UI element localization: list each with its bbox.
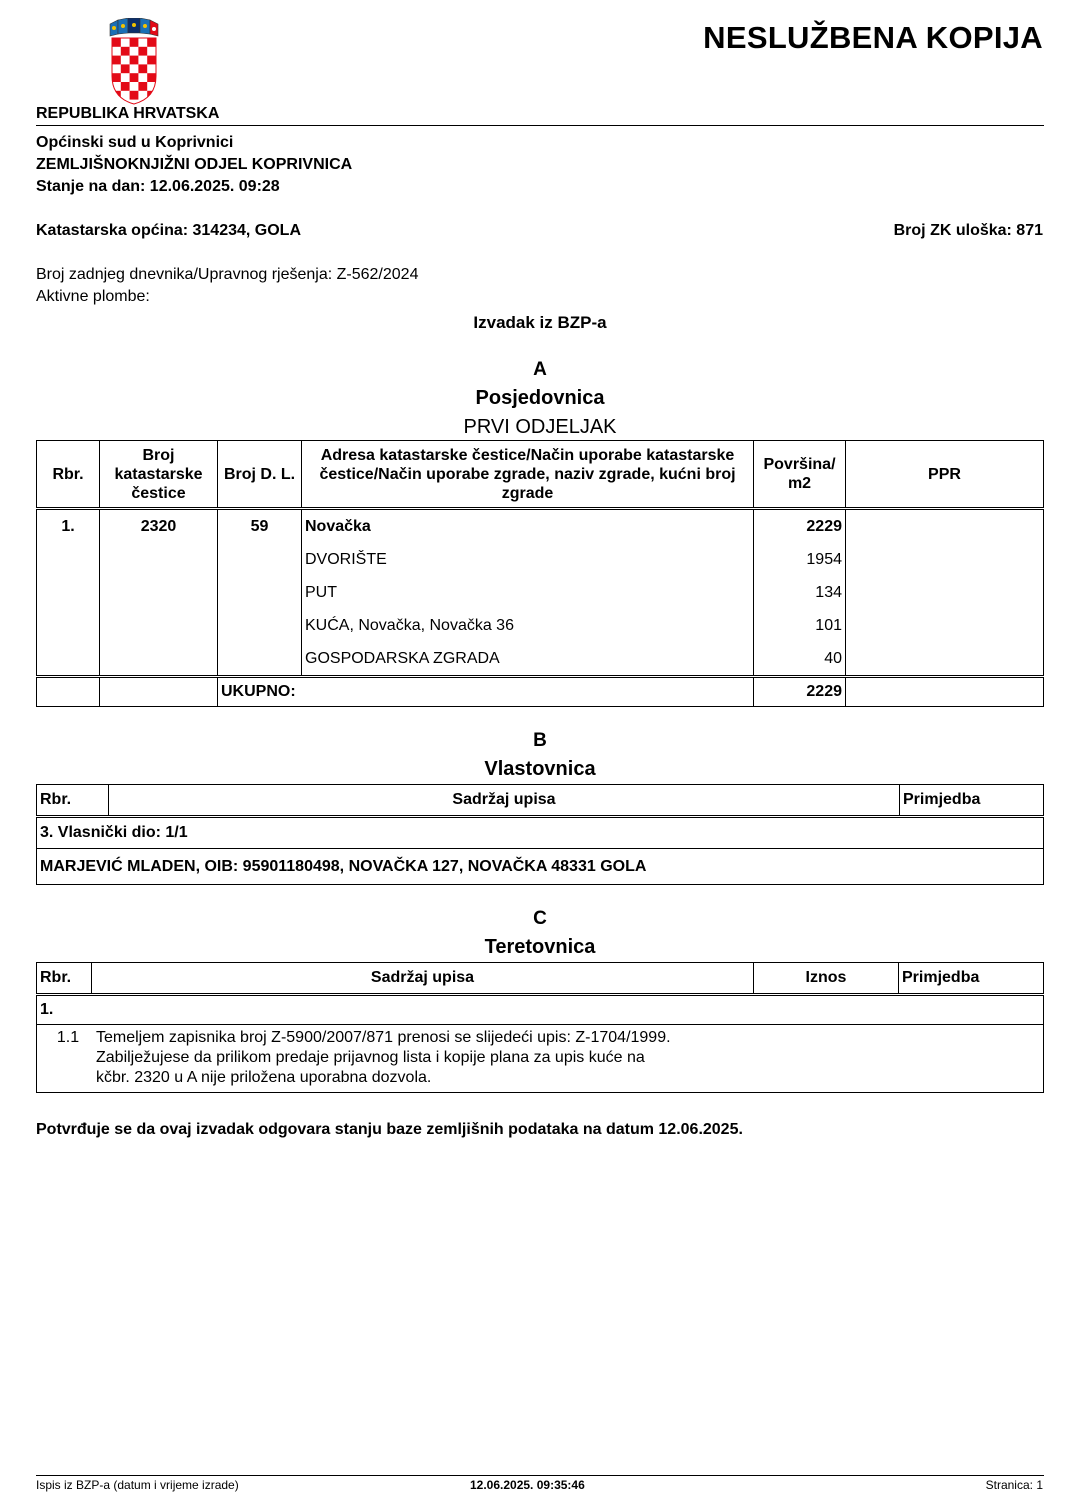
col-area: Površina/ m2 [754,441,846,509]
row-dl [218,642,302,677]
section-b-letter: B [533,730,547,751]
footer-page-number: Stranica: 1 [985,1478,1043,1492]
row-ppr [846,576,1044,609]
footer-divider [36,1475,1044,1476]
section-c-title: Teretovnica [484,936,596,958]
row-parcel [100,576,218,609]
unofficial-copy-watermark: NESLUŽBENA KOPIJA [703,20,1043,55]
row-ppr [846,642,1044,677]
row-rbr: 1. [37,509,100,544]
section-a-letter: A [533,359,547,380]
col-note: Primjedba [900,785,1044,817]
col-content: Sadržaj upisa [92,963,754,995]
sub-entry-line: kčbr. 2320 u A nije priložena uporabna dozvola. [96,1069,432,1086]
col-rbr: Rbr. [37,785,109,817]
col-content: Sadržaj upisa [109,785,900,817]
col-ppr: PPR [846,441,1044,509]
entry-content [37,1025,1044,1093]
row-dl [218,609,302,642]
total-area: 2229 [754,677,846,707]
section-a-title: Posjedovnica [475,387,605,409]
sub-entry-line: Temeljem zapisnika broj Z-5900/2007/871 prenosi se slijedeći upis: Z-1704/1999. [96,1029,671,1046]
table-row [37,817,1044,849]
active-seals: Aktivne plombe: [36,288,150,305]
row-ppr [846,543,1044,576]
table-row [37,1025,1044,1093]
section-a-subtitle: PRVI ODJELJAK [463,416,617,438]
row-area: 1954 [754,543,846,576]
section-b-title: Vlastovnica [484,758,596,780]
row-rbr [37,543,100,576]
coat-of-arms-icon [108,18,160,106]
table-header-row [37,441,1044,509]
row-parcel [100,543,218,576]
row-description: GOSPODARSKA ZGRADA [302,642,754,677]
col-parcel-number: Broj katastarske čestice [100,441,218,509]
table-row [37,609,1044,642]
total-label: UKUPNO: [218,677,754,707]
last-diary-number: Broj zadnjeg dnevnika/Upravnog rješenja: Z-562/2024 [36,266,419,283]
row-rbr [37,642,100,677]
row-ppr [846,609,1044,642]
table-header-row [37,785,1044,817]
total-empty [100,677,218,707]
extract-title: Izvadak iz BZP-a [473,313,607,332]
section-c-letter: C [533,908,547,929]
table-header-row [37,963,1044,995]
row-rbr [37,576,100,609]
row-parcel: 2320 [100,509,218,544]
encumbrance-table [36,962,1044,1093]
row-parcel [100,609,218,642]
confirmation-statement: Potvrđuje se da ovaj izvadak odgovara stanju baze zemljišnih podataka na datum 12.06.2025. [36,1121,743,1138]
table-row [37,543,1044,576]
sub-entry-number: 1.1 [56,1029,80,1046]
table-row [37,849,1044,885]
total-row [37,677,1044,707]
col-rbr: Rbr. [37,963,92,995]
row-description: Novačka [302,509,754,544]
sub-entry-line: Zabilježujese da prilikom predaje prijavnog lista i kopije plana za upis kuće na [96,1049,645,1066]
ownership-table [36,784,1044,885]
row-dl: 59 [218,509,302,544]
col-rbr: Rbr. [37,441,100,509]
entry-number: 1. [37,995,1044,1025]
country-name: REPUBLIKA HRVATSKA [36,105,220,122]
row-description: DVORIŠTE [302,543,754,576]
footer-left: Ispis iz BZP-a (datum i vrijeme izrade) [36,1478,239,1492]
possession-table [36,440,1044,707]
table-row [37,642,1044,677]
cadastral-municipality: Katastarska općina: 314234, GOLA [36,222,302,239]
court-name: Općinski sud u Koprivnici [36,134,234,151]
row-parcel [100,642,218,677]
row-description: PUT [302,576,754,609]
table-row [37,509,1044,544]
row-area: 101 [754,609,846,642]
total-ppr [846,677,1044,707]
row-area: 134 [754,576,846,609]
zk-number: Broj ZK uloška: 871 [893,222,1043,239]
row-rbr [37,609,100,642]
ownership-share: 3. Vlasnički dio: 1/1 [37,817,1044,849]
table-row [37,995,1044,1025]
table-row [37,576,1044,609]
row-area: 2229 [754,509,846,544]
col-address: Adresa katastarske čestice/Način uporabe katastarske čestice/Način uporabe zgrade, naziv zgrade, kućni broj zgrade [302,441,754,509]
header-divider [36,125,1044,126]
total-empty [37,677,100,707]
row-ppr [846,509,1044,544]
col-note: Primjedba [899,963,1044,995]
row-description: KUĆA, Novačka, Novačka 36 [302,609,754,642]
footer-datetime: 12.06.2025. 09:35:46 [470,1478,585,1492]
col-amount: Iznos [754,963,899,995]
sub-entry-text [96,1028,671,1088]
row-dl [218,543,302,576]
owner-details: MARJEVIĆ MLADEN, OIB: 95901180498, NOVAČKA 127, NOVAČKA 48331 GOLA [37,849,1044,885]
department-name: ZEMLJIŠNOKNJIŽNI ODJEL KOPRIVNICA [36,156,353,173]
col-broj-dl: Broj D. L. [218,441,302,509]
row-area: 40 [754,642,846,677]
row-dl [218,576,302,609]
state-date: Stanje na dan: 12.06.2025. 09:28 [36,178,280,195]
